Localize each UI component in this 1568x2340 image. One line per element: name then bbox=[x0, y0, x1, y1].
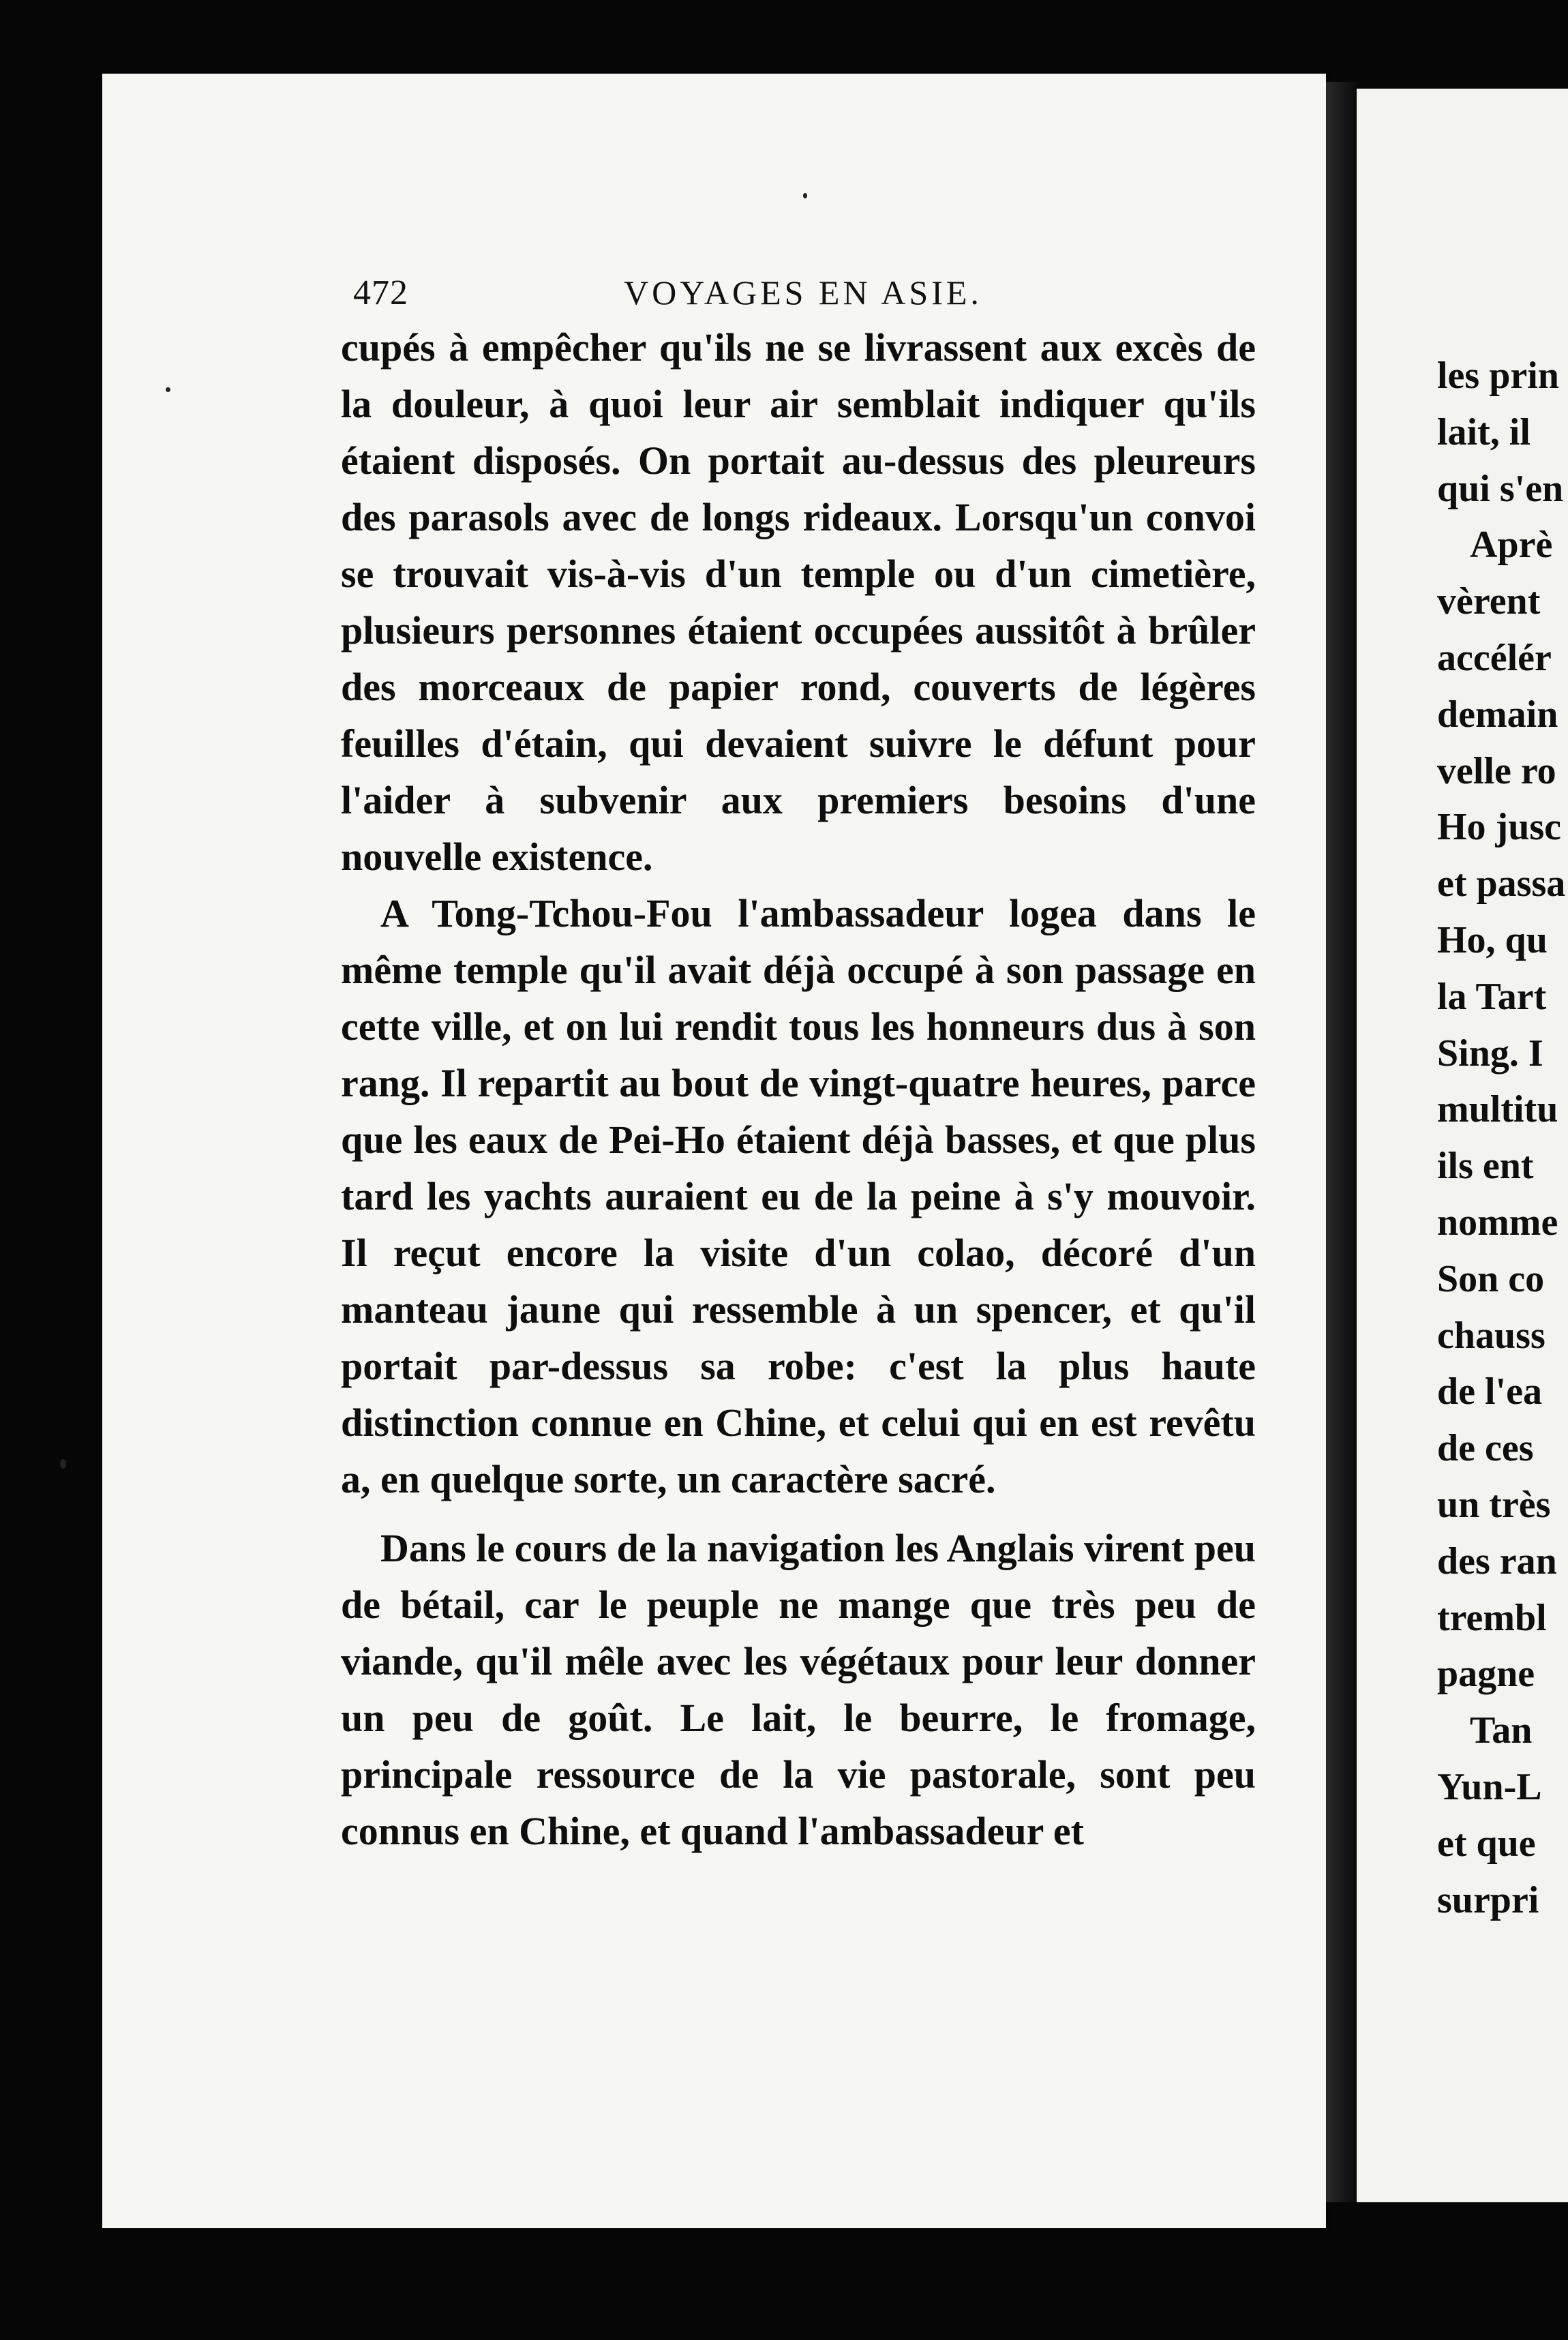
scan-speck bbox=[166, 387, 170, 392]
facing-line: velle ro bbox=[1437, 749, 1556, 792]
facing-line: Ho, qu bbox=[1437, 918, 1548, 961]
paragraph-tong-tchou-fou: A Tong-Tchou-Fou l'ambassadeur logea dans le même temple qu'il avait déjà occupé à son passage en cette ville, et on lui rendit tous les honneurs dus à son rang. Il repartit au bout de vingt-quatre heures, parce que les eaux de Pei-Ho étaient déjà basses, et que plus tard les yachts auraient eu de la peine à s'y mouvoir. Il reçut encore la visite d'un colao, décoré d'un manteau jaune qui ressemble à un spencer, et qu'il portait par-dessus sa robe: c'est la plus haute distinction connue en Chine, et celui qui en est revêtu a, en quelque sorte, un caractère sacré. bbox=[341, 891, 1256, 1501]
facing-line: des ran bbox=[1437, 1540, 1557, 1582]
facing-line: Sing. I bbox=[1437, 1032, 1543, 1075]
facing-line: un très bbox=[1437, 1483, 1551, 1526]
running-head: VOYAGES EN ASIE. bbox=[624, 273, 982, 312]
facing-line: demain bbox=[1437, 693, 1558, 736]
facing-line: nomme bbox=[1437, 1201, 1558, 1244]
book-gutter bbox=[1326, 82, 1357, 2202]
scan-speck bbox=[803, 193, 807, 198]
facing-line: chauss bbox=[1437, 1314, 1546, 1357]
facing-line: trembl bbox=[1437, 1596, 1547, 1639]
facing-line: multitu bbox=[1437, 1088, 1558, 1131]
paragraph-navigation: Dans le cours de la navigation les Anglais virent peu de bétail, car le peuple ne mange que très peu de viande, qu'il mêle avec les végétaux pour leur donner un peu de goût. Le lait, le beurre, le fromage, principale ressource de la vie pastorale, sont peu connus en Chine, et quand l'ambassadeur et bbox=[341, 1526, 1256, 1853]
facing-line: ils ent bbox=[1437, 1145, 1534, 1188]
facing-line: de l'ea bbox=[1437, 1370, 1542, 1413]
facing-line: Son co bbox=[1437, 1257, 1545, 1300]
facing-line: et passa bbox=[1437, 862, 1566, 905]
facing-line: Tan bbox=[1470, 1709, 1533, 1752]
facing-line: accélér bbox=[1437, 636, 1552, 679]
facing-page-text bbox=[1437, 348, 1568, 1928]
facing-line: pagne bbox=[1437, 1653, 1535, 1696]
facing-line: les prin bbox=[1437, 355, 1559, 397]
page-number: 472 bbox=[353, 273, 408, 312]
facing-line: et que bbox=[1437, 1822, 1536, 1865]
facing-line: surpri bbox=[1437, 1878, 1539, 1921]
body-text bbox=[341, 319, 1256, 1859]
facing-line: vèrent bbox=[1437, 580, 1541, 623]
page-header bbox=[353, 273, 1253, 320]
facing-line: de ces bbox=[1437, 1427, 1534, 1470]
scan-speck bbox=[60, 1459, 66, 1469]
facing-line: la Tart bbox=[1437, 975, 1547, 1018]
facing-line: lait, il bbox=[1437, 410, 1531, 453]
facing-line: Aprè bbox=[1470, 524, 1553, 567]
paragraph-funeral: cupés à empêcher qu'ils ne se livrassent aux excès de la douleur, à quoi leur air semblait indiquer qu'ils étaient disposés. On portait au-dessus des pleureurs des parasols avec de longs rideaux. Lorsqu'un convoi se trouvait vis-à-vis d'un temple ou d'un cimetière, plusieurs personnes étaient occupées aussitôt à brûler des morceaux de papier rond, couverts de légères feuilles d'étain, qui devaient suivre le défunt pour l'aider à subvenir aux premiers besoins d'une nouvelle existence. bbox=[341, 325, 1256, 879]
facing-line: Yun-L bbox=[1437, 1765, 1542, 1808]
facing-line: Ho jusc bbox=[1437, 806, 1561, 849]
facing-line: qui s'en bbox=[1437, 467, 1564, 510]
